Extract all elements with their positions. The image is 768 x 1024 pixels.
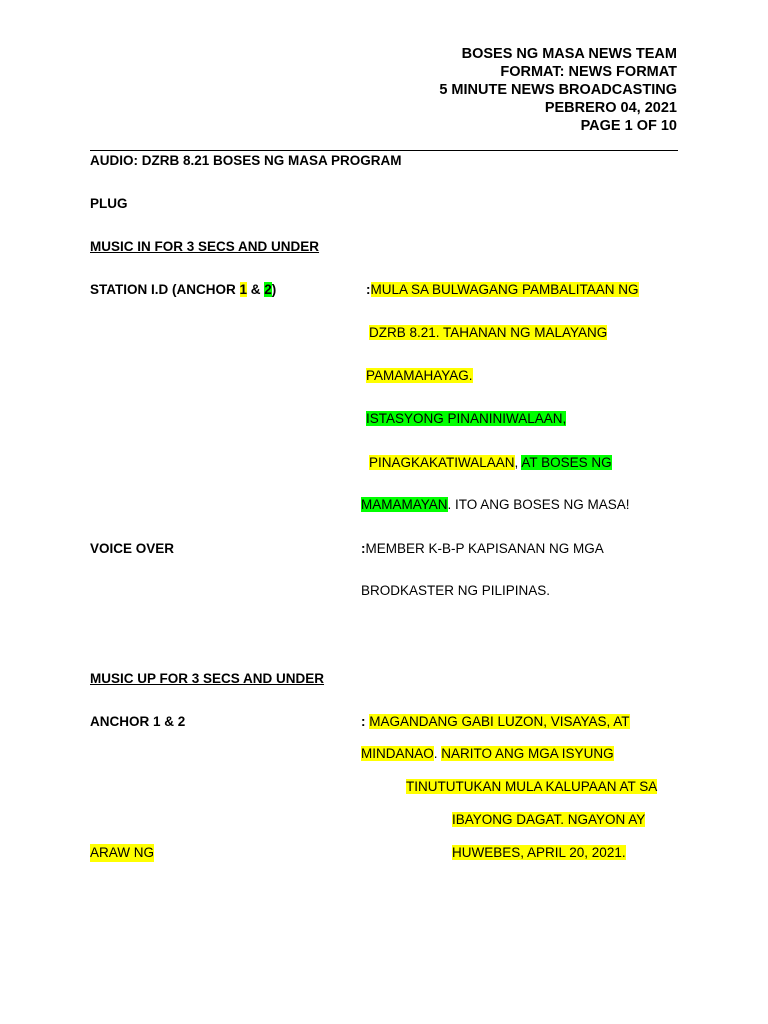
script-text: MEMBER K-B-P KAPISANAN NG MGA <box>365 541 604 556</box>
araw-ng-text: ARAW NG <box>90 845 154 860</box>
script-colon: : <box>361 541 366 556</box>
station-id-prefix: STATION I.D (ANCHOR <box>90 282 240 297</box>
station-id-cue <box>90 281 276 299</box>
script-text: PINAGKAKATIWALAAN <box>369 455 515 470</box>
script-text: MAGANDANG GABI LUZON, VISAYAS, AT <box>369 714 630 729</box>
music-up-cue: MUSIC UP FOR 3 SECS AND UNDER <box>90 671 325 686</box>
script-text: AT BOSES NG <box>521 455 612 470</box>
script-line-4 <box>366 410 566 428</box>
script-text: DZRB 8.21. TAHANAN NG MALAYANG <box>369 325 608 340</box>
anchor-line-4 <box>452 811 645 829</box>
anchor-line-1 <box>361 713 630 731</box>
anchor-line-5 <box>452 844 626 862</box>
script-line-3 <box>366 367 473 385</box>
script-line-6 <box>361 496 630 514</box>
script-colon: : <box>366 282 371 297</box>
voice-over-line-2: BRODKASTER NG PILIPINAS. <box>361 583 551 598</box>
script-text: MULA SA BULWAGANG PAMBALITAAN NG <box>370 282 639 297</box>
station-id-close: ) <box>271 282 277 297</box>
header-duration: 5 MINUTE NEWS BROADCASTING <box>439 82 677 98</box>
plug-cue: PLUG <box>90 196 128 211</box>
header-page-number: PAGE 1 OF 10 <box>580 118 677 134</box>
anchor-line-2 <box>361 745 614 763</box>
anchor-line-3 <box>406 778 657 796</box>
script-text: PAMAMAHAYAG. <box>366 368 473 383</box>
voice-over-line-1 <box>361 540 604 558</box>
music-in-cue: MUSIC IN FOR 3 SECS AND UNDER <box>90 239 320 254</box>
script-line-1 <box>366 281 639 299</box>
header-divider <box>90 150 678 151</box>
audio-cue: AUDIO: DZRB 8.21 BOSES NG MASA PROGRAM <box>90 153 402 168</box>
script-text: ISTASYONG PINANINIWALAAN, <box>366 411 567 426</box>
script-text: HUWEBES, APRIL 20, 2021. <box>452 845 626 860</box>
script-text: . ITO ANG BOSES NG MASA! <box>447 497 630 512</box>
script-text: TINUTUTUKAN MULA KALUPAAN AT SA <box>406 779 658 794</box>
header-date: PEBRERO 04, 2021 <box>544 100 677 116</box>
script-text: NARITO ANG MGA ISYUNG <box>441 746 614 761</box>
script-line-2 <box>369 324 607 342</box>
script-text: , <box>514 455 522 470</box>
voice-over-cue: VOICE OVER <box>90 541 175 556</box>
anchor-one-mark: 1 <box>239 282 248 297</box>
script-colon: : <box>361 714 370 729</box>
anchor-two-mark: 2 <box>264 282 272 297</box>
anchor-cue: ANCHOR 1 & 2 <box>90 714 186 729</box>
script-text: MAMAMAYAN <box>361 497 448 512</box>
station-id-amp: & <box>247 282 265 297</box>
script-text: . <box>433 746 442 761</box>
script-line-5 <box>369 454 612 472</box>
script-text: MINDANAO <box>361 746 434 761</box>
header-team: BOSES NG MASA NEWS TEAM <box>461 46 677 62</box>
script-text: IBAYONG DAGAT. NGAYON AY <box>452 812 646 827</box>
header-format: FORMAT: NEWS FORMAT <box>500 64 677 80</box>
document-header <box>439 45 677 135</box>
